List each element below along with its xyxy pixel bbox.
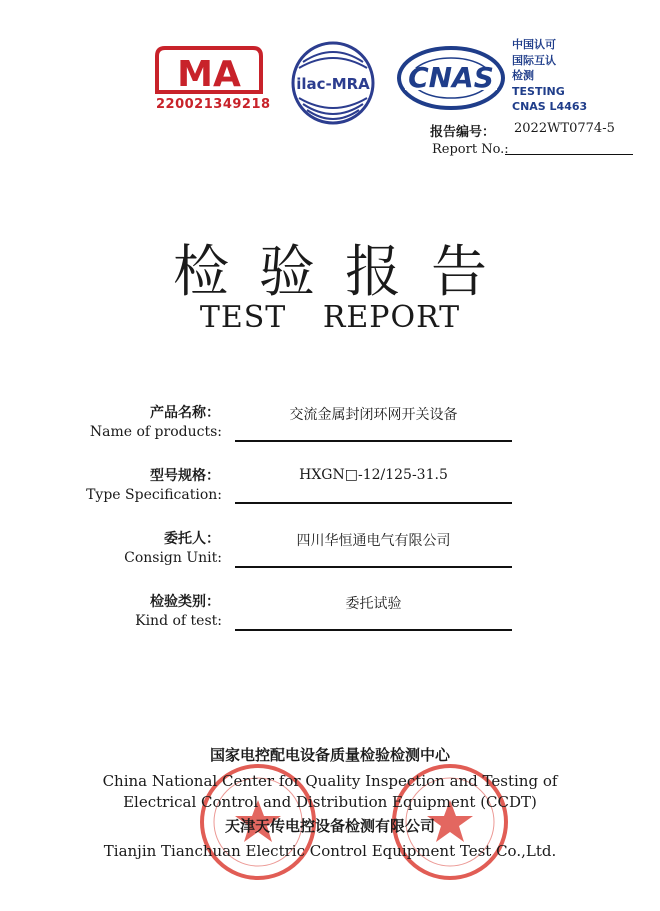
field-underline <box>235 566 512 568</box>
field-value-kind-of-test: 委托试验 <box>345 596 402 612</box>
field-label-en: Name of products: <box>89 424 222 440</box>
org-name-cn-2: 天津天传电控设备检测有限公司 <box>224 817 435 835</box>
cnas-line: TESTING <box>512 84 565 98</box>
cnas-line: CNAS L4463 <box>512 100 588 113</box>
cma-logo-text: MA <box>177 54 241 95</box>
field-value-product-name: 交流金属封闭环网开关设备 <box>289 407 458 423</box>
cma-number: 220021349218 <box>156 97 271 112</box>
ilac-logo-text: ilac-MRA <box>296 75 370 93</box>
report-no-label-en: Report No.: <box>432 142 509 157</box>
field-label-cn: 检验类别： <box>150 594 220 610</box>
cnas-line: 国际互认 <box>512 53 556 67</box>
cnas-line: 检测 <box>512 69 534 82</box>
field-value-type-spec: HXGN□-12/125-31.5 <box>299 467 448 483</box>
field-underline <box>235 629 512 631</box>
ilac-mra-logo <box>285 40 381 126</box>
cnas-logo <box>395 44 507 112</box>
report-no-label-cn: 报告编号： <box>430 125 496 140</box>
field-value-consign-unit: 四川华恒通电气有限公司 <box>296 533 451 549</box>
title-en: TEST REPORT <box>199 300 461 335</box>
field-label-en: Kind of test: <box>135 613 222 629</box>
report-no-underline <box>505 154 633 155</box>
field-label-cn: 型号规格： <box>150 468 220 484</box>
org-name-en-1a: China National Center for Quality Inspection and Testing of <box>102 772 558 790</box>
cnas-logo-text: CNAS <box>408 61 494 94</box>
cnas-accreditation-text <box>512 37 587 115</box>
org-name-en-1b: Electrical Control and Distribution Equipment (CCDT) <box>123 793 537 811</box>
field-label-cn: 委托人： <box>164 531 220 547</box>
title-cn: 检验报告 <box>173 240 517 305</box>
cnas-line: 中国认可 <box>512 38 556 51</box>
report-no-value: 2022WT0774-5 <box>514 121 615 136</box>
field-label-cn: 产品名称： <box>150 405 220 421</box>
org-name-en-2: Tianjin Tianchuan Electric Control Equipment Test Co.,Ltd. <box>103 842 557 860</box>
field-label-en: Type Specification: <box>86 487 222 503</box>
field-underline <box>235 502 512 504</box>
field-label-en: Consign Unit: <box>124 550 222 566</box>
field-underline <box>235 440 512 442</box>
org-name-cn-1: 国家电控配电设备质量检验检测中心 <box>209 746 450 764</box>
